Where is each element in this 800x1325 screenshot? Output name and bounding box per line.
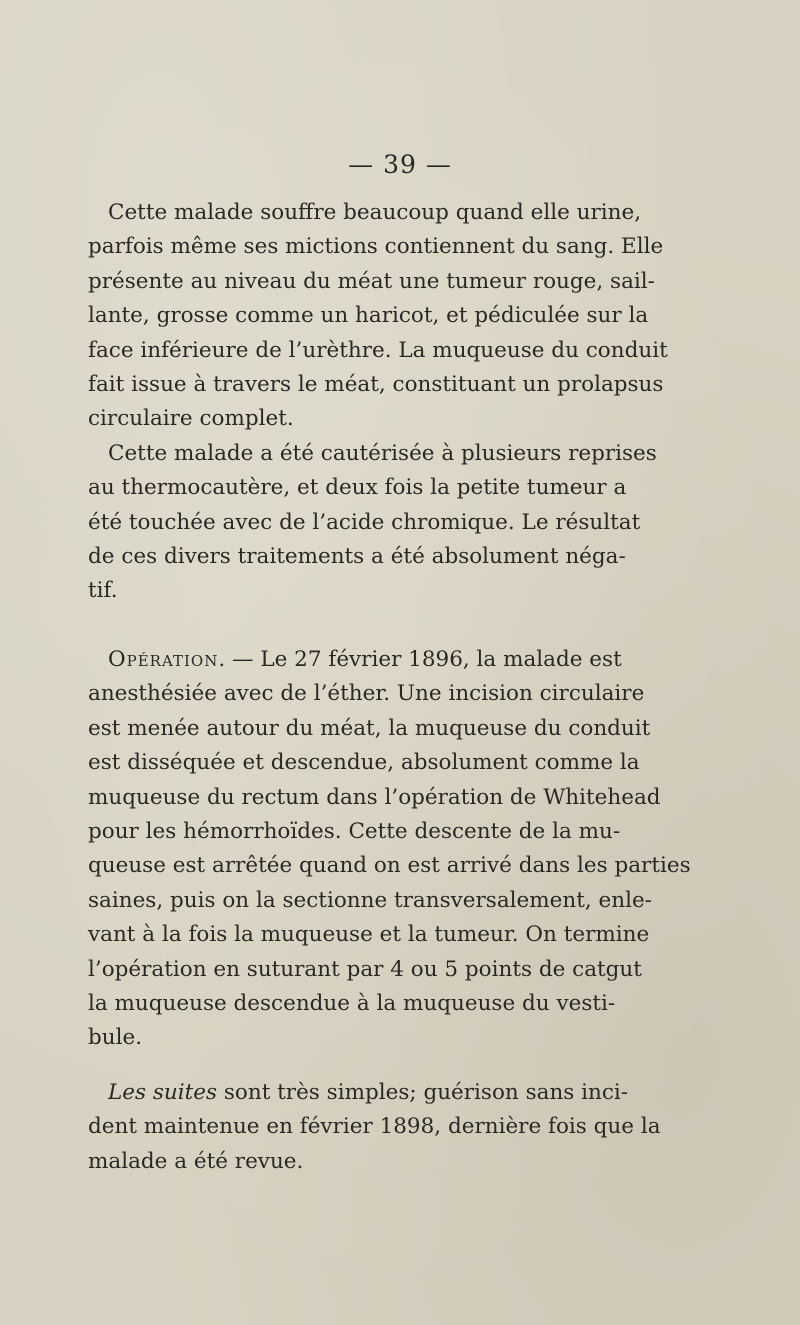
text-line: pour les hémorrhoïdes. Cette descente de la mu- [88, 819, 621, 845]
text-line: tif. [88, 578, 118, 604]
text-line: malade a été revue. [88, 1148, 304, 1174]
page-number: — 39 — [348, 150, 452, 179]
italic-lead: Les suites [108, 1079, 218, 1105]
text-line: face inférieure de l’urèthre. La muqueuse du conduit [88, 337, 668, 363]
paragraph-4 [88, 1076, 662, 1179]
text-line: dent maintenue en février 1898, dernière fois que la [88, 1114, 661, 1140]
text-line: été touchée avec de l’acide chromique. Le résultat [88, 509, 641, 535]
text-line: circulaire complet. [88, 406, 294, 432]
text-line: Cette malade a été cautérisée à plusieurs reprises [108, 440, 657, 466]
paragraph-3 [88, 643, 691, 1056]
text-line: Cette malade souffre beaucoup quand elle urine, [108, 200, 642, 225]
text-line: est disséquée et descendue, absolument comme la [88, 750, 640, 776]
text-line: vant à la fois la muqueuse et la tumeur. On termine [88, 922, 650, 948]
text-line: muqueuse du rectum dans l’opération de Whitehead [88, 784, 661, 810]
text-line: est menée autour du méat, la muqueuse du conduit [88, 715, 651, 741]
body-text [88, 196, 691, 1179]
text-line: queuse est arrêtée quand on est arrivé dans les parties [88, 853, 691, 879]
text-line: présente au niveau du méat une tumeur rouge, sail- [88, 268, 655, 294]
section-heading: Opération [108, 647, 219, 673]
text-line: parfois même ses mictions contiennent du sang. Elle [88, 234, 664, 260]
text-line: fait issue à travers le méat, constituant un prolapsus [88, 371, 664, 397]
text-line-remainder: . — Le 27 février 1896, la malade est [218, 647, 622, 673]
paragraph-spacer [88, 1056, 662, 1076]
paragraph-1 [88, 196, 668, 437]
text-line: anesthésiée avec de l’éther. Une incision circulaire [88, 681, 645, 707]
text-line [88, 1076, 662, 1110]
text-line: lante, grosse comme un haricot, et pédiculée sur la [88, 303, 649, 329]
paragraph-2 [88, 437, 662, 609]
text-line: l’opération en suturant par 4 ou 5 points de catgut [88, 956, 642, 982]
text-line: au thermocautère, et deux fois la petite tumeur a [88, 475, 627, 501]
text-line: bule. [88, 1025, 143, 1051]
text-line: de ces divers traitements a été absolument néga- [88, 543, 626, 569]
text-line-remainder: sont très simples; guérison sans inci- [217, 1079, 629, 1105]
text-line [88, 643, 662, 677]
paragraph-spacer [88, 609, 662, 643]
text-line: saines, puis on la sectionne transversalement, enle- [88, 887, 652, 913]
text-line: la muqueuse descendue à la muqueuse du vesti- [88, 990, 616, 1016]
